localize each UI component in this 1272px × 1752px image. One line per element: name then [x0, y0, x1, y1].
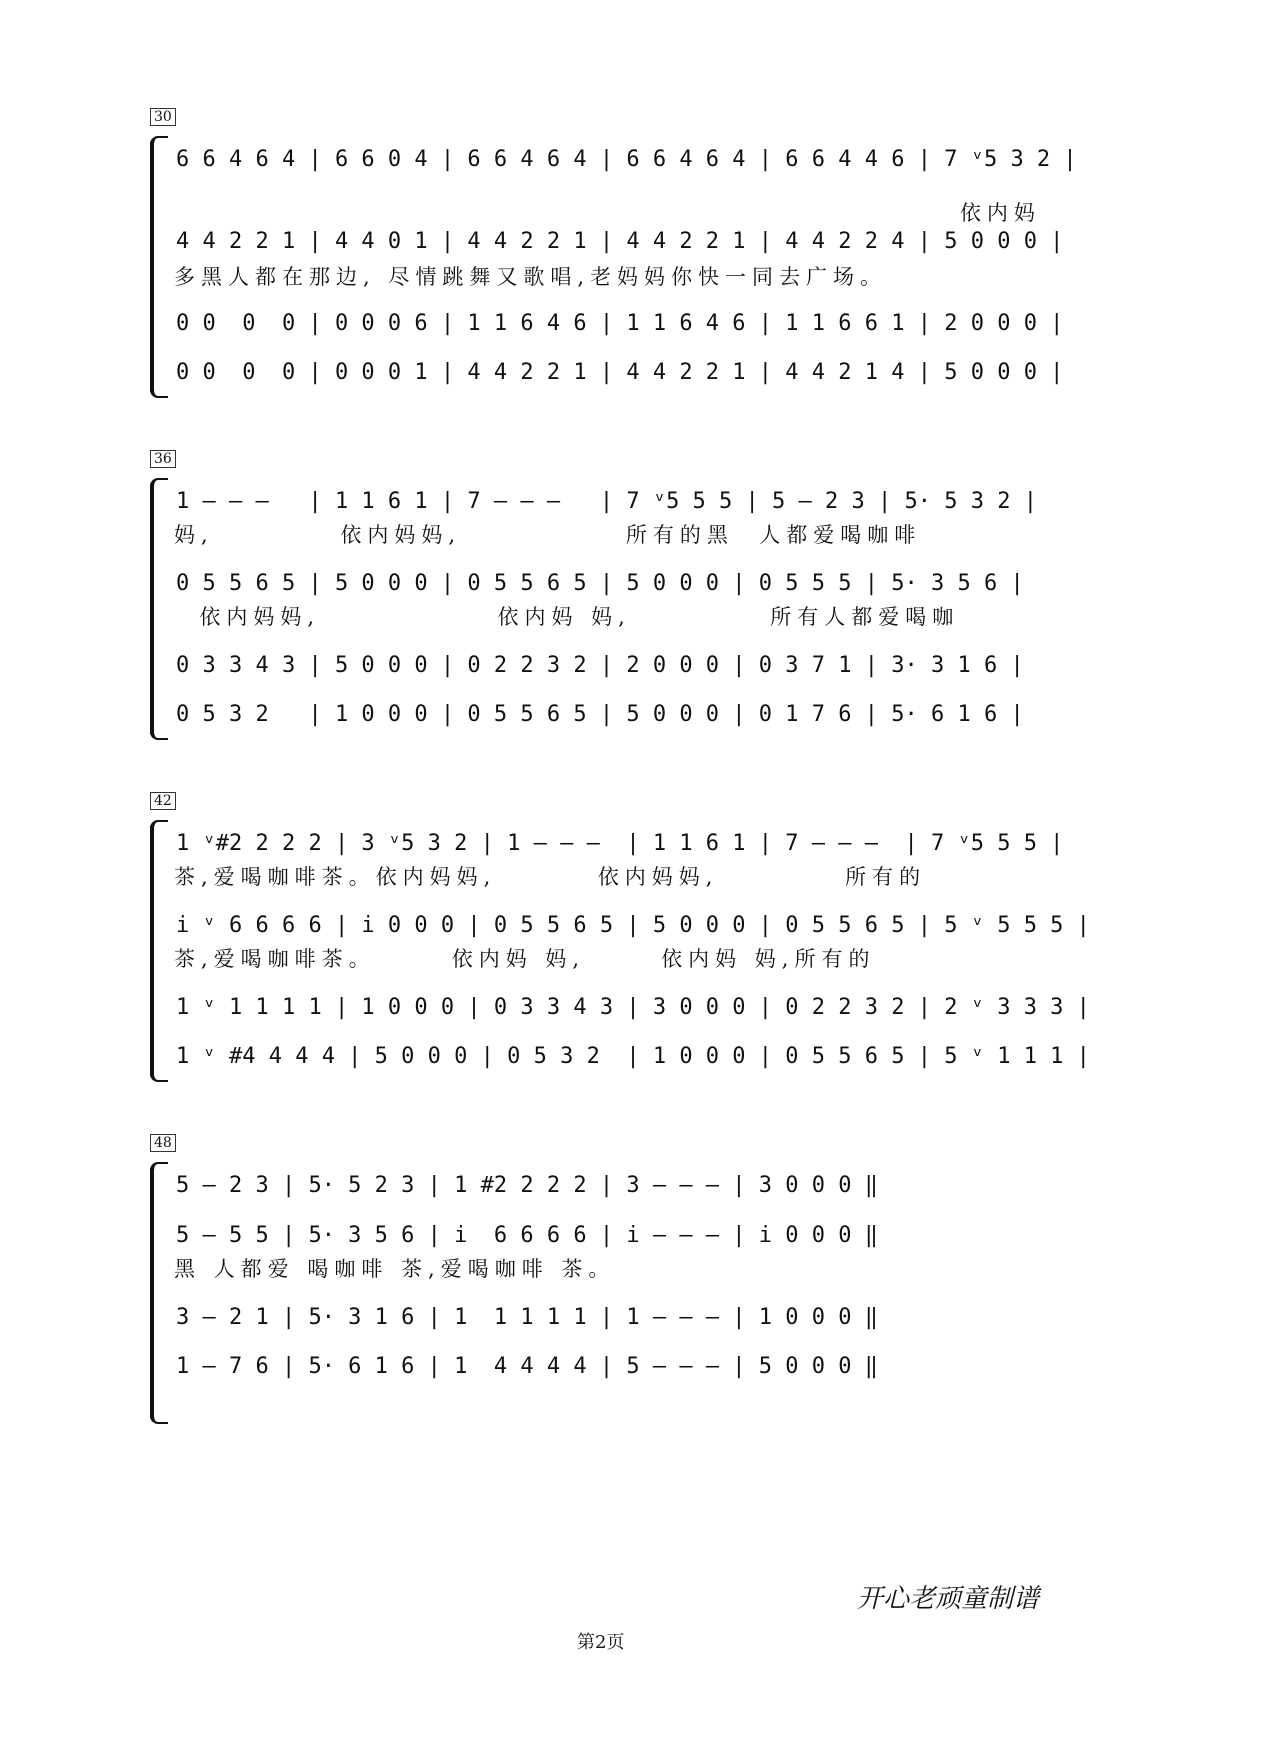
system-bracket: [150, 484, 164, 734]
soprano-notes: 1 ᵛ#2 2 2 2 | 3 ᵛ5 3 2 | 1 – – – | 1 1 6 1 | 7 – – – | 7 ᵛ5 5 5 |: [176, 831, 1064, 856]
lyric-line: 依内妈妈, 依内妈 妈, 所有人都爱喝咖: [174, 605, 960, 629]
lyric-line: 黑 人都爱 喝咖啡 茶,爱喝咖啡 茶。: [174, 1257, 616, 1281]
tenor-notes: 3 – 2 1 | 5· 3 1 6 | 1 1 1 1 1 | 1 – – – | 1 0 0 0 ‖: [176, 1305, 878, 1330]
tenor-notes: 0 3 3 4 3 | 5 0 0 0 | 0 2 2 3 2 | 2 0 0 0 | 0 3 7 1 | 3· 3 1 6 |: [176, 653, 1024, 678]
system-bracket: [150, 1168, 164, 1418]
page-number: 第2页: [577, 1632, 625, 1653]
system-bracket: [150, 826, 164, 1076]
measure-number: 42: [150, 792, 176, 810]
lyric-line: 妈, 依内妈妈, 所有的黑 人都爱喝咖啡: [174, 523, 922, 547]
alto-notes: 4 4 2 2 1 | 4 4 0 1 | 4 4 2 2 1 | 4 4 2 2 1 | 4 4 2 2 4 | 5 0 0 0 |: [176, 229, 1064, 254]
score-system-2: [150, 450, 1120, 750]
soprano-notes: 5 – 2 3 | 5· 5 2 3 | 1 #2 2 2 2 | 3 – – – | 3 0 0 0 ‖: [176, 1173, 878, 1198]
lyric-line: 多黑人都在那边, 尽情跳舞又歌唱,老妈妈你快一同去广场。: [174, 265, 888, 289]
tenor-notes: 0 0 0 0 | 0 0 0 6 | 1 1 6 4 6 | 1 1 6 4 6 | 1 1 6 6 1 | 2 0 0 0 |: [176, 311, 1064, 336]
soprano-notes: 1 – – – | 1 1 6 1 | 7 – – – | 7 ᵛ5 5 5 | 5 – 2 3 | 5· 5 3 2 |: [176, 489, 1037, 514]
bass-notes: 0 5 3 2 | 1 0 0 0 | 0 5 5 6 5 | 5 0 0 0 | 0 1 7 6 | 5· 6 1 6 |: [176, 702, 1024, 727]
system-bracket: [150, 142, 164, 392]
alto-notes: 5 – 5 5 | 5· 3 5 6 | i 6 6 6 6 | i – – – | i 0 0 0 ‖: [176, 1223, 878, 1248]
alto-notes: 0 5 5 6 5 | 5 0 0 0 | 0 5 5 6 5 | 5 0 0 0 | 0 5 5 5 | 5· 3 5 6 |: [176, 571, 1024, 596]
measure-number: 30: [150, 108, 176, 126]
lyric-line: 茶,爱喝咖啡茶。依内妈妈, 依内妈妈, 所有的: [174, 865, 927, 889]
measure-number: 36: [150, 450, 176, 468]
score-system-1: [150, 108, 1120, 408]
score-system-3: [150, 792, 1120, 1092]
soprano-notes: 6 6 4 6 4 | 6 6 0 4 | 6 6 4 6 4 | 6 6 4 6 4 | 6 6 4 4 6 | 7 ᵛ5 3 2 |: [176, 147, 1077, 172]
bass-notes: 0 0 0 0 | 0 0 0 1 | 4 4 2 2 1 | 4 4 2 2 1 | 4 4 2 1 4 | 5 0 0 0 |: [176, 360, 1064, 385]
alto-notes: i ᵛ 6 6 6 6 | i 0 0 0 | 0 5 5 6 5 | 5 0 0 0 | 0 5 5 6 5 | 5 ᵛ 5 5 5 |: [176, 913, 1090, 938]
lyric-line: 依内妈: [174, 201, 1041, 225]
bass-notes: 1 – 7 6 | 5· 6 1 6 | 1 4 4 4 4 | 5 – – – | 5 0 0 0 ‖: [176, 1354, 878, 1379]
score-system-4: [150, 1134, 1120, 1434]
measure-number: 48: [150, 1134, 176, 1152]
arranger-credit: 开心老顽童制谱: [857, 1584, 1040, 1614]
lyric-line: 茶,爱喝咖啡茶。 依内妈 妈, 依内妈 妈,所有的: [174, 947, 876, 971]
tenor-notes: 1 ᵛ 1 1 1 1 | 1 0 0 0 | 0 3 3 4 3 | 3 0 0 0 | 0 2 2 3 2 | 2 ᵛ 3 3 3 |: [176, 995, 1090, 1020]
bass-notes: 1 ᵛ #4 4 4 4 | 5 0 0 0 | 0 5 3 2 | 1 0 0 0 | 0 5 5 6 5 | 5 ᵛ 1 1 1 |: [176, 1044, 1090, 1069]
